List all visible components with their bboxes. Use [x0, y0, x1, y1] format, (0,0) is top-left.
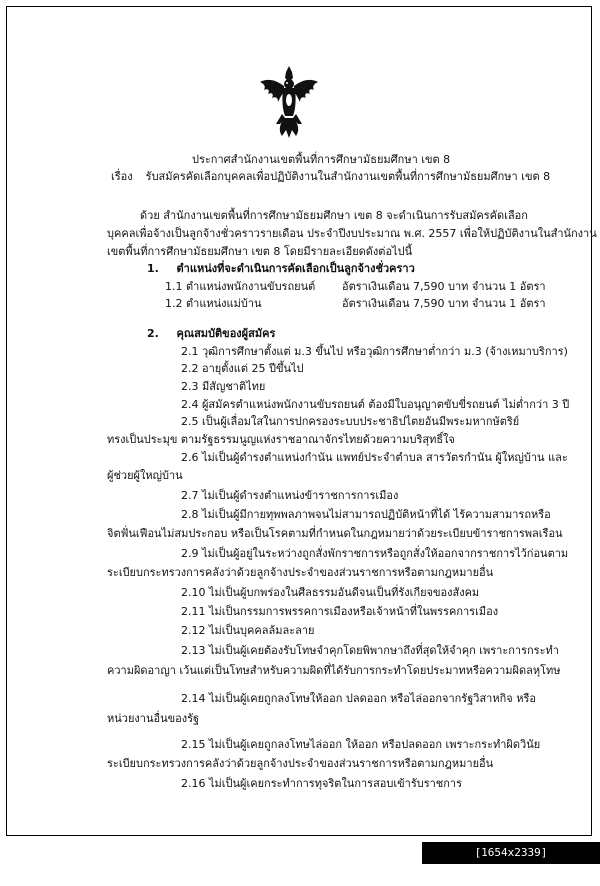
image-host-watermark: [1654x2339] http://upic.me/ — [422, 842, 600, 864]
section1-heading — [147, 262, 415, 276]
qualification-line: 2.7 ไม่เป็นผู้ดำรงตำแหน่งข้าราชการการเมือง — [181, 489, 399, 502]
subject-text: รับสมัครคัดเลือกบุคคลเพื่อปฏิบัติงานในสำนักงานเขตพื้นที่การศึกษามัธยมศึกษา เขต 8 — [145, 170, 551, 183]
qualification-line: 2.6 ไม่เป็นผู้ดำรงตำแหน่งกำนัน แพทย์ประจำตำบล สารวัตรกำนัน ผู้ใหญ่บ้าน และ — [181, 451, 568, 464]
qualification-line: 2.13 ไม่เป็นผู้เคยต้องรับโทษจำคุกโดยพิพากษาถึงที่สุดให้จำคุก เพราะการกระทำ — [181, 644, 559, 657]
qualification-line: 2.11 ไม่เป็นกรรมการพรรคการเมืองหรือเจ้าหน้าที่ในพรรคการเมือง — [181, 605, 499, 618]
position-number: 1.1 — [165, 280, 183, 293]
position-rate: อัตราเงินเดือน 7,590 บาท จำนวน 1 อัตรา — [342, 280, 546, 293]
document-subject — [111, 170, 550, 184]
qualification-line: 2.9 ไม่เป็นผู้อยู่ในระหว่างถูกสั่งพักราชการหรือถูกสั่งให้ออกจากราชการไว้ก่อนตาม — [181, 547, 569, 560]
qualification-line: ผู้ช่วยผู้ใหญ่บ้าน — [107, 469, 183, 482]
position-number: 1.2 — [165, 297, 183, 310]
qualification-line: 2.5 เป็นผู้เลื่อมใสในการปกครองระบบประชาธิปไตยอันมีพระมหากษัตริย์ — [181, 415, 520, 428]
section2-number: 2. — [147, 327, 159, 340]
qualification-line: จิตฟั่นเฟือนไม่สมประกอบ หรือเป็นโรคตามที่กำหนดในกฎหมายว่าด้วยระเบียบข้าราชการพลเรือน — [107, 527, 563, 540]
qualification-line: 2.2 อายุตั้งแต่ 25 ปีขึ้นไป — [181, 362, 304, 375]
intro-line: บุคคลเพื่อจ้างเป็นลูกจ้างชั่วคราวรายเดือน ประจำปีงบประมาณ พ.ศ. 2557 เพื่อให้ปฏิบัติงานในสำนักงาน — [107, 227, 597, 240]
qualification-line: 2.10 ไม่เป็นผู้บกพร่องในศีลธรรมอันดีจนเป็นที่รังเกียจของสังคม — [181, 586, 480, 599]
qualification-line: 2.8 ไม่เป็นผู้มีกายทุพพลภาพจนไม่สามารถปฏิบัติหน้าที่ได้ ไร้ความสามารถหรือ — [181, 508, 551, 521]
qualification-line: ทรงเป็นประมุข ตามรัฐธรรมนูญแห่งราชอาณาจักรไทยด้วยความบริสุทธิ์ใจ — [107, 433, 455, 446]
garuda-emblem — [258, 66, 320, 138]
document-heading: ประกาศสำนักงานเขตพื้นที่การศึกษามัธยมศึกษา เขต 8 — [192, 153, 451, 166]
section2-title: คุณสมบัติของผู้สมัคร — [176, 327, 276, 340]
intro-line: ด้วย สำนักงานเขตพื้นที่การศึกษามัธยมศึกษา เขต 8 จะดำเนินการรับสมัครคัดเลือก — [140, 209, 528, 222]
subject-label: เรื่อง — [111, 170, 133, 183]
qualification-line: 2.3 มีสัญชาติไทย — [181, 380, 266, 393]
position-row — [165, 297, 262, 311]
position-row — [165, 280, 315, 294]
position-rate: อัตราเงินเดือน 7,590 บาท จำนวน 1 อัตรา — [342, 297, 546, 310]
qualification-line: 2.15 ไม่เป็นผู้เคยถูกลงโทษไล่ออก ให้ออก หรือปลดออก เพราะกระทำผิดวินัย — [181, 738, 541, 751]
qualification-line: 2.4 ผู้สมัครตำแหน่งพนักงานขับรถยนต์ ต้องมีใบอนุญาตขับขี่รถยนต์ ไม่ต่ำกว่า 3 ปี — [181, 398, 570, 411]
qualification-line: ระเบียบกระทรวงการคลังว่าด้วยลูกจ้างประจำของส่วนราชการหรือตามกฎหมายอื่น — [107, 566, 494, 579]
qualification-line: 2.16 ไม่เป็นผู้เคยกระทำการทุจริตในการสอบเข้ารับราชการ — [181, 777, 463, 790]
qualification-line: 2.14 ไม่เป็นผู้เคยถูกลงโทษให้ออก ปลดออก หรือไล่ออกจากรัฐวิสาหกิจ หรือ — [181, 692, 536, 705]
section1-number: 1. — [147, 262, 159, 275]
qualification-line: ความผิดอาญา เว้นแต่เป็นโทษสำหรับความผิดที่ได้รับการกระทำโดยประมาทหรือความผิดลหุโทษ — [107, 664, 561, 677]
qualification-line: 2.12 ไม่เป็นบุคคลล้มละลาย — [181, 624, 315, 637]
qualification-line: 2.1 วุฒิการศึกษาตั้งแต่ ม.3 ขึ้นไป หรือวุฒิการศึกษาต่ำกว่า ม.3 (จ้างเหมาบริการ) — [181, 345, 568, 358]
position-name: ตำแหน่งแม่บ้าน — [186, 297, 262, 310]
intro-line: เขตพื้นที่การศึกษามัธยมศึกษา เขต 8 โดยมีรายละเอียดดังต่อไปนี้ — [107, 245, 413, 258]
section1-title: ตำแหน่งที่จะดำเนินการคัดเลือกเป็นลูกจ้างชั่วคราว — [176, 262, 415, 275]
qualification-line: ระเบียบกระทรวงการคลังว่าด้วยลูกจ้างประจำของส่วนราชการหรือตามกฎหมายอื่น — [107, 757, 494, 770]
section2-heading — [147, 327, 275, 341]
position-name: ตำแหน่งพนักงานขับรถยนต์ — [186, 280, 316, 293]
qualification-line: หน่วยงานอื่นของรัฐ — [107, 712, 200, 725]
